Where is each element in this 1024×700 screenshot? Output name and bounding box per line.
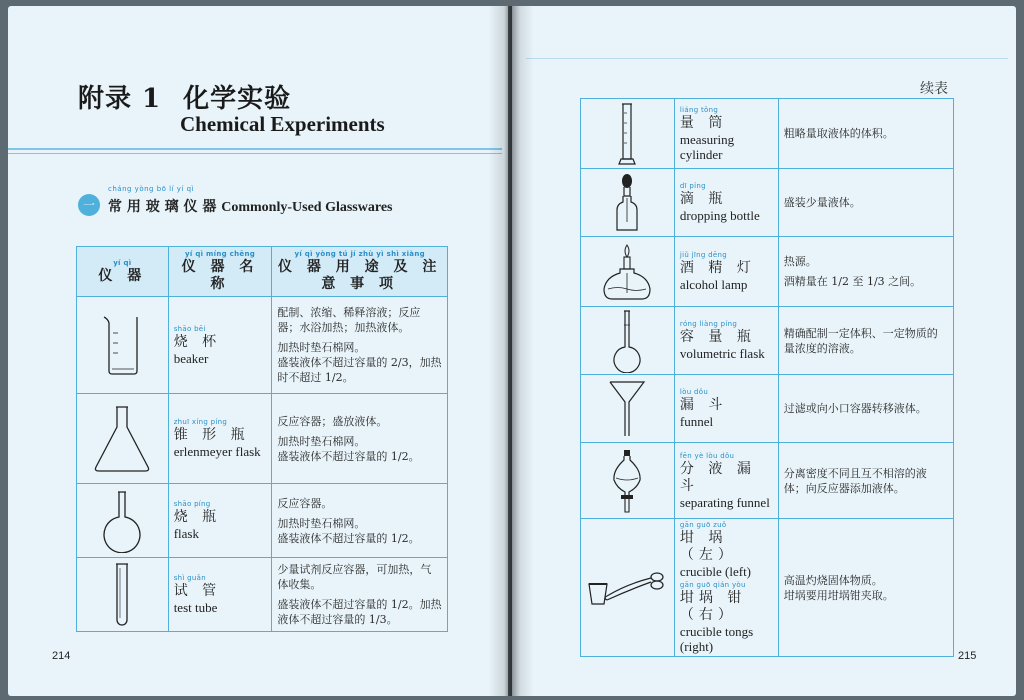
glassware-table [76, 246, 448, 632]
beaker-icon [100, 313, 144, 377]
volumetric-flask-icon [609, 309, 645, 373]
continued-label: 续表 [920, 81, 948, 97]
test-tube-icon [112, 562, 132, 628]
table-row: rónɡ liànɡ pínɡ 容 量 瓶 volumetric flask 精确配制一定体积、一定物质的量浓度的溶液。 [581, 307, 954, 375]
appendix-title-cn [78, 78, 291, 115]
funnel-icon [607, 378, 647, 440]
table-row: liánɡ tǒnɡ 量 筒 measuring cylinder 粗略量取液体的体积。 [581, 99, 954, 169]
title-divider [8, 148, 502, 150]
section-title [108, 196, 393, 216]
name-en: beaker [173, 350, 209, 366]
alcohol-lamp-icon [598, 241, 656, 303]
section-title-en: Commonly-Used Glasswares [221, 200, 393, 215]
crucible-and-tongs-icon [587, 568, 667, 608]
table-row: jiǔ jīnɡ dēnɡ 酒 精 灯 alcohol lamp 热源。 酒精量在 1/2 至 1/3 之间。 [581, 237, 954, 307]
header-instrument: yí qì 仪 器 [77, 247, 169, 297]
table-row: zhuī xínɡ pínɡ 锥 形 瓶 erlenmeyer flask 反应容器；盛放液体。 加热时垫石棉网。 盛装液体不超过容量的 1/2。 [77, 394, 448, 484]
dropping-bottle-icon [612, 172, 642, 234]
appendix-title-en: Chemical Experiments [180, 112, 385, 136]
section-title-cn: 常 用 玻 璃 仪 器 [108, 199, 217, 215]
appendix-subject-cn: 化学实验 [183, 84, 292, 114]
erlenmeyer-flask-icon [92, 403, 152, 475]
page-number-right: 215 [958, 650, 977, 662]
round-flask-icon [99, 489, 145, 553]
glassware-table-continued [580, 98, 954, 657]
appendix-number: 附录 1 [78, 84, 162, 114]
section-number-badge: 一 [78, 194, 100, 216]
table-row: lòu dǒu 漏 斗 funnel 过滤或向小口容器转移液体。 [581, 375, 954, 443]
book-gutter-shadow [488, 6, 534, 696]
header-use: yí qì yònɡ tú jí zhù yì shì xiànɡ 仪 器 用 途 及 注 意 事 项 [272, 247, 448, 297]
table-header-row [77, 247, 448, 297]
separating-funnel-icon [607, 448, 647, 514]
name-cn: 烧 杯 [173, 333, 222, 350]
table-row: shāo bēi 烧 杯 beaker 配制、浓缩、稀释溶液；反应器；水浴加热；加热液体。 加热时垫石棉网。 盛装液体不超过容量的 2/3，加热时不超过 1/2。 [77, 297, 448, 394]
title-divider-thin [8, 153, 502, 154]
name-pinyin: shāo bēi [173, 324, 206, 333]
right-top-rule [526, 58, 1008, 59]
table-row: fēn yè lòu dǒu 分 液 漏 斗 separating funnel 分离密度不同且互不相溶的液体；向反应器添加液体。 [581, 443, 954, 519]
page-number-left: 214 [52, 650, 71, 662]
table-row: shì ɡuǎn 试 管 test tube 少量试剂反应容器，可加热，气体收集。 盛装液体不超过容量的 1/2。加热液体不超过容量的 1/3。 [77, 558, 448, 632]
table-row: shāo pínɡ 烧 瓶 flask 反应容器。 加热时垫石棉网。 盛装液体不超过容量的 1/2。 [77, 484, 448, 558]
table-row: ɡān ɡuō zuǒ 坩 埚 （左） crucible (left) ɡān ɡuō qián yòu 坩埚 钳 （右） crucible tongs (right) 高温灼烧固体物质。 坩埚要用坩埚钳夹取。 [581, 519, 954, 657]
header-name: yí qì mínɡ chēnɡ 仪 器 名 称 [168, 247, 272, 297]
table-row: dī pínɡ 滴 瓶 dropping bottle 盛装少量液体。 [581, 169, 954, 237]
measuring-cylinder-icon [615, 101, 639, 167]
section-pinyin: chánɡ yònɡ bō lí yí qì [108, 185, 194, 193]
